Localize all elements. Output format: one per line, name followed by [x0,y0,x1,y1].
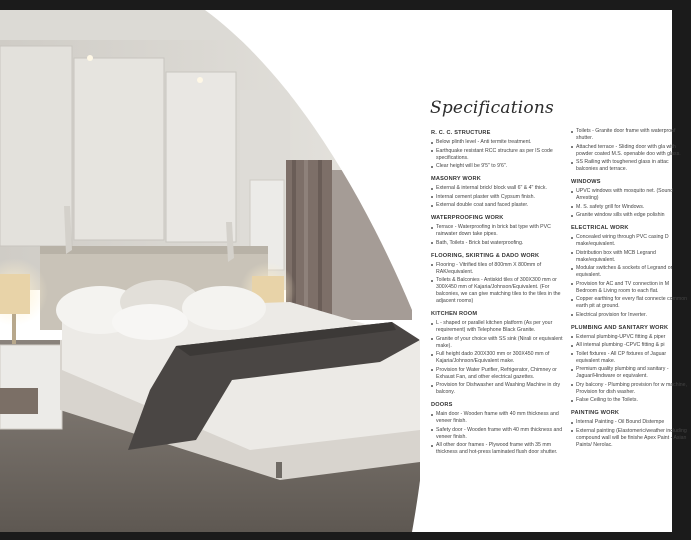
section-doors-continued [571,128,691,173]
spec-item: Dry balcony - Plumbing provision for w machine, Provision for dish washer. [571,382,691,396]
section-masonry-work [431,176,563,209]
spec-item: Granite window sills with edge polishin [571,212,691,219]
section-heading: WINDOWS [571,179,601,185]
spec-item: Safety door - Wooden frame with 40 mm thickness and veneer finish. [431,427,563,441]
spec-item: Provision for Dishwasher and Washing Machine in dry balcony. [431,382,563,396]
section-waterproofing-work [431,215,563,247]
spec-item: Provision for AC and TV connection in M Bedroom & Living room to each flat. [571,281,691,295]
section-doors [431,402,563,456]
spec-item: Toilet fixtures - All CP fixtures of Jaguar equivalent make. [571,351,691,365]
section-plumbing-sanitary [571,325,691,405]
spec-item: Modular switches & sockets of Legrand or equivalent. [571,265,691,279]
section-electrical-work [571,225,691,319]
section-heading: FLOORING, SKIRTING & DADO WORK [431,252,540,259]
spec-item: External plumbing-UPVC fitting & piper [571,334,691,341]
spec-item: Granite of your choice with SS sink (Nirali or equivalent make). [431,336,563,350]
spec-item: Below plinth level - Anti termite treatment. [431,139,563,146]
spec-item: Main door - Wooden frame with 40 mm thickness and veneer finish. [431,411,563,425]
spec-column-right [571,128,691,455]
spec-item: Distribution box with MCB Legrand make/equivalent. [571,250,691,264]
spec-column-left [431,128,563,462]
section-kitchen-room [431,311,563,396]
spec-item: Clear height will be 9'5" to 9'6". [431,163,563,170]
spec-item: Copper earthing for every flat connecte common earth pit at ground. [571,296,691,310]
spec-item: External double coat sand faced plaster. [431,202,563,209]
section-heading: PLUMBING AND SANITARY WORK [571,324,669,331]
spec-item: SS Railing with toughened glass in attac balconies and terrace. [571,159,691,173]
spec-item: Concealed wiring through PVC casing D make/equivalent. [571,234,691,248]
spec-item: External painting (Elastomeric/weather including compound wall will be finishe Apex Paint - Asian Paints/ Nerolac. [571,428,691,449]
spec-item: Attached terrace - Sliding door with gla with powder coated M.S. openable doo with glass. [571,144,691,158]
section-windows [571,179,691,219]
section-heading: KITCHEN ROOM [431,311,478,317]
spec-item: False Ceiling to the Toilets. [571,397,691,404]
spec-item: All other door frames - Plywood frame with 35 mm thickness and hot-press laminated flush door shutter. [431,442,563,456]
spec-item: Provision for Water Purifier, Refrigerator, Chimney or Exhaust Fan, and other electrical gazettes. [431,367,563,381]
spec-item: Full height dado 200X300 mm or 300X450 mm of Kajaria/Johnson/Equivalent make. [431,351,563,365]
spec-item: Internal Painting - Oil Bound Distempe [571,419,691,426]
spec-item: Flooring - Vitrified tiles of 800mm X 800mm of RAK/equivalent. [431,262,563,276]
section-heading: R. C. C. STRUCTURE [431,130,491,136]
section-heading: DOORS [431,402,453,408]
spec-item: M. S. safety grill for Windows. [571,204,691,211]
spec-item: Toilets & Balconies - Antiskid tiles of 300X300 mm or 300X450 mm of Kajaria/Johnson/Equivalent. (For balconies, we can give matching tiles to the tiles in the adjacent rooms) [431,277,563,305]
brochure-page [0,10,688,532]
section-flooring [431,253,563,306]
spec-item: Toilets - Granite door frame with waterproof shutter. [571,128,691,142]
section-heading: PAINTING WORK [571,410,620,416]
spec-item: Electrical provision for Inverter. [571,312,691,319]
spec-item: External & internal brick/ block wall 6" & 4" thick. [431,185,563,192]
section-heading: MASONRY WORK [431,176,481,182]
spec-item: Premium quality plumbing and sanitary - Jaguar/Hindware or equivalent. [571,366,691,380]
spec-item: L - shaped or parallel kitchen platform (As per your requirement) with Telephone Black Granite. [431,320,563,334]
section-heading: WATERPROOFING WORK [431,215,504,221]
spec-item: Bath, Toilets - Brick bat waterproofing. [431,240,563,247]
spec-item: All internal plumbing -CPVC fitting & pi [571,342,691,349]
spec-item: Terrace - Waterproofing in brick bat type with PVC rainwater down take pipes. [431,224,563,238]
section-rcc-structure [431,130,563,170]
spec-item: Internal cement plaster with Cypsum finish. [431,194,563,201]
spec-item: UPVC windows with mosquito net. (Sound Arresting) [571,188,691,202]
section-heading: ELECTRICAL WORK [571,225,629,231]
page-title: Specifications [430,98,554,118]
section-painting-work [571,410,691,449]
spec-item: Earthquake resistant RCC structure as per IS code specifications. [431,148,563,162]
